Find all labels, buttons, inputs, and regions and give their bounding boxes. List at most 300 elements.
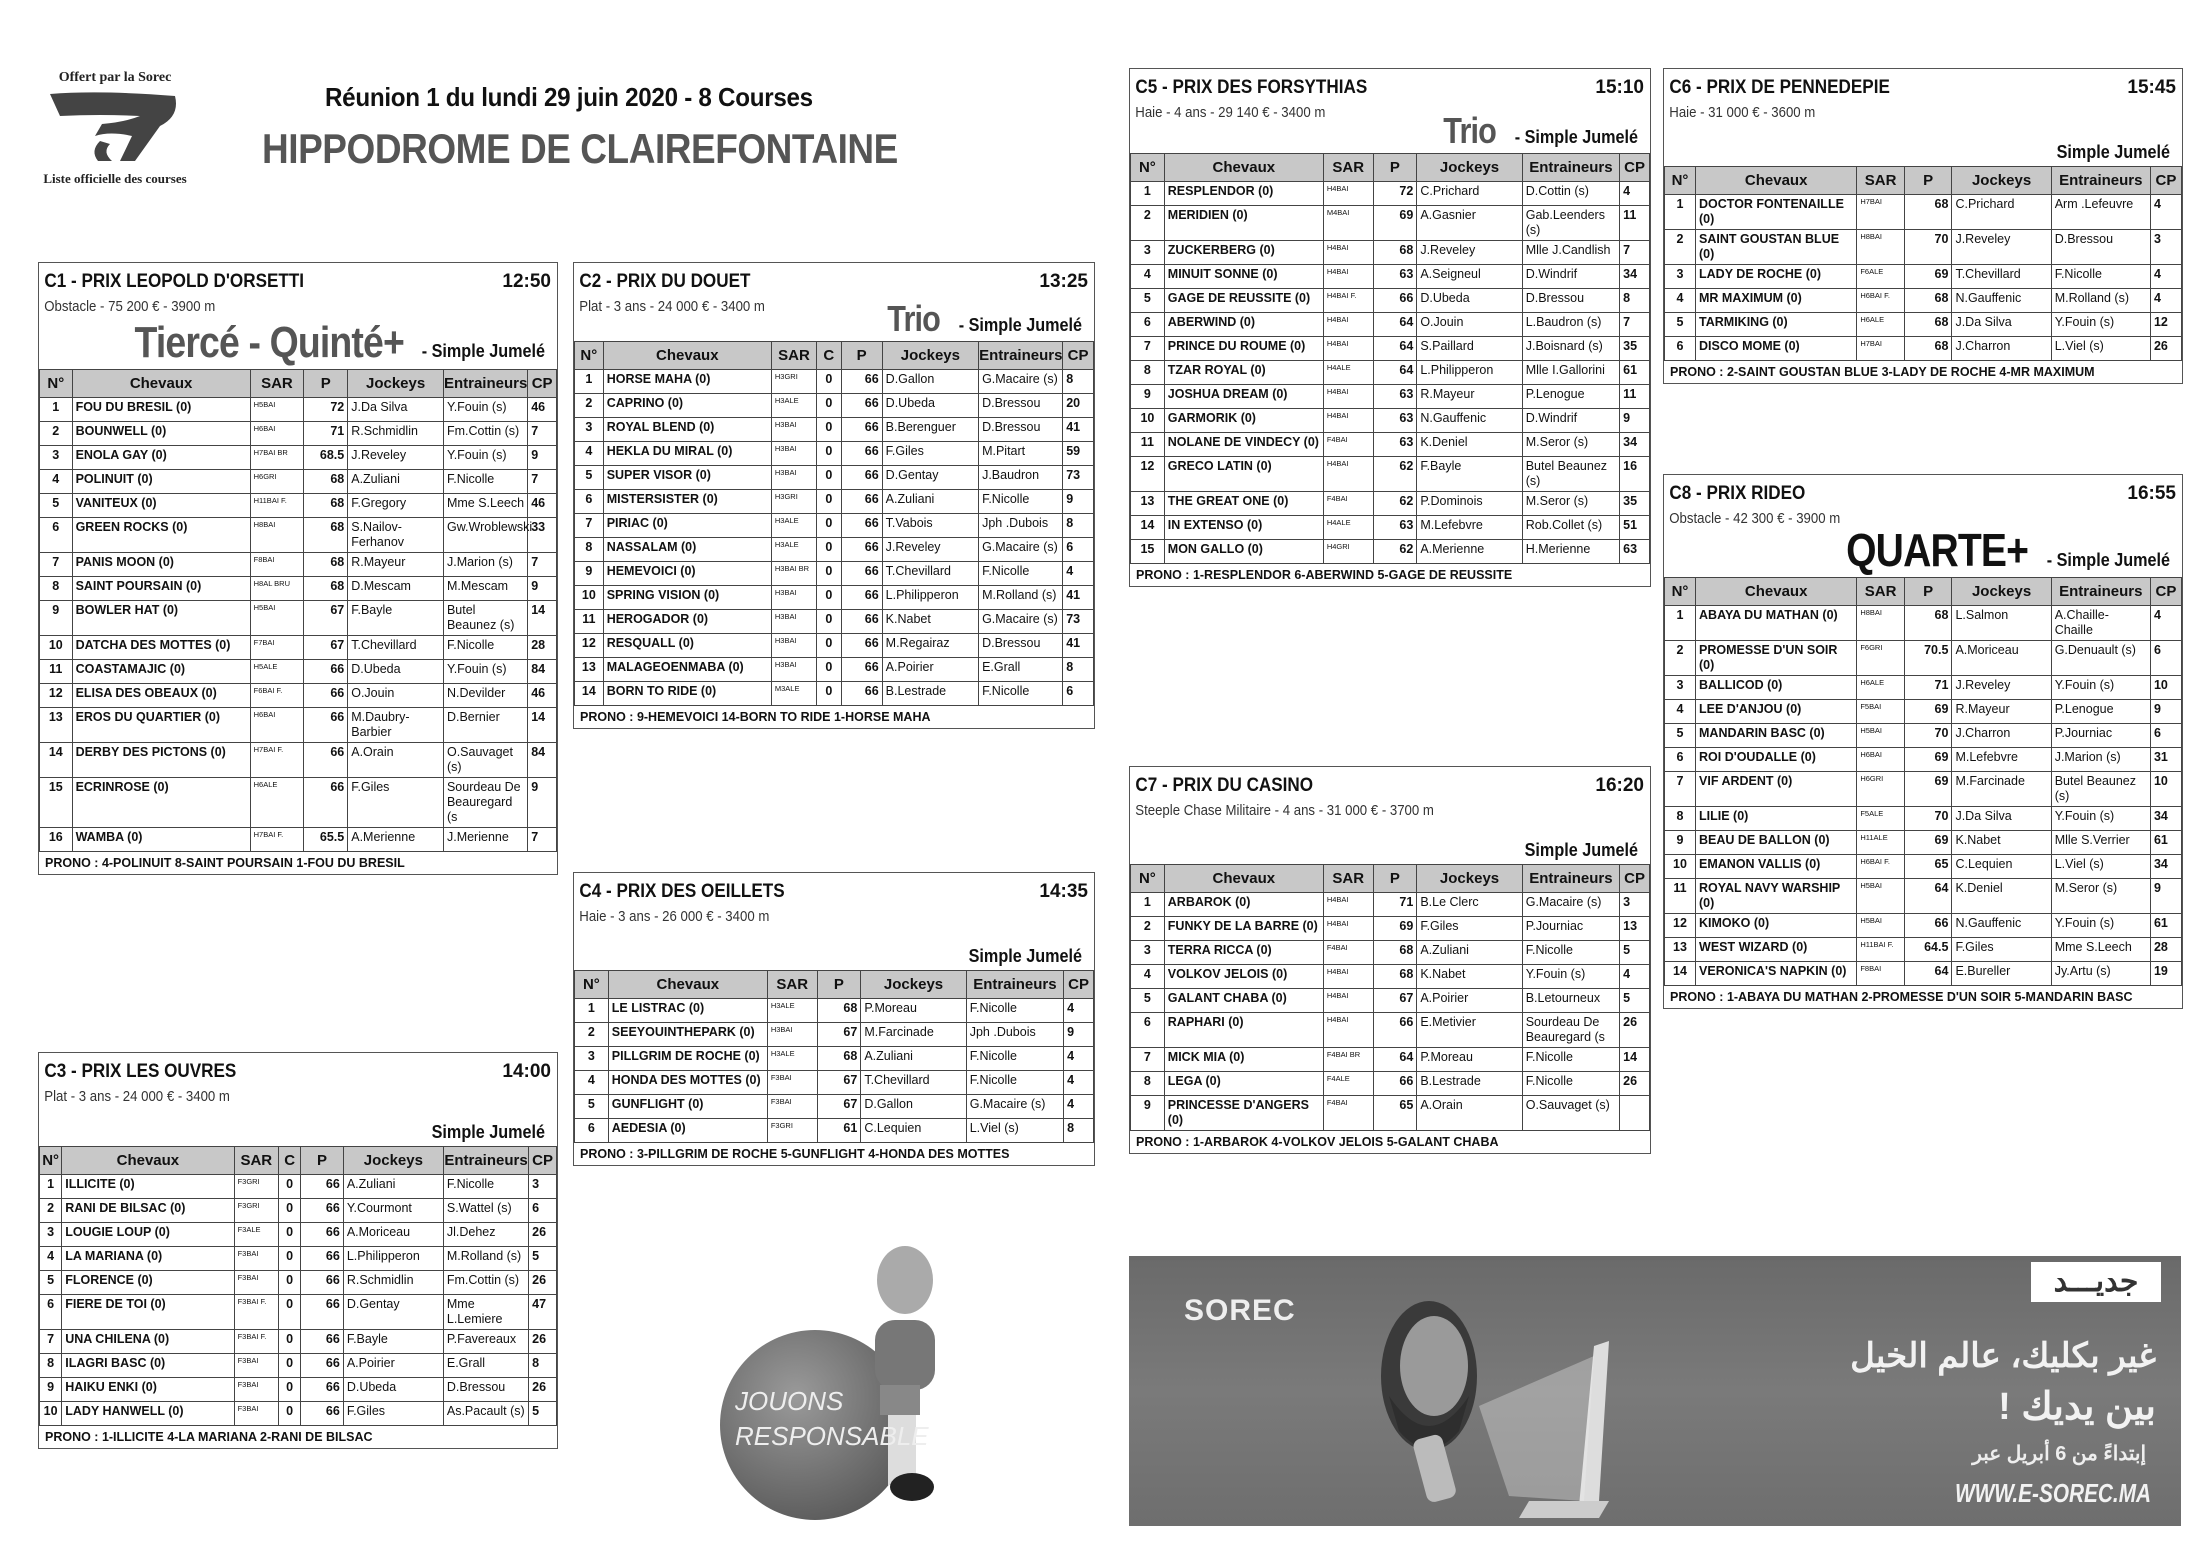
runner-p: 63 [1373,409,1417,433]
runner-horse: GREEN ROCKS (0) [72,518,250,553]
runner-p: 72 [1373,182,1417,206]
runner-jockey: A.Gasnier [1417,206,1522,241]
runner-cp: 14 [528,601,557,636]
column-header-p: P [304,370,348,398]
runner-trainer: J.Merienne [443,828,527,852]
runner-jockey: C.Lequien [1952,855,2051,879]
runner-trainer: Sourdeau De Beauregard (s [1522,1013,1619,1048]
runner-sar: H3BAI [771,610,816,634]
runner-row [40,422,557,446]
runner-row [1131,206,1650,241]
runner-jockey: J.Da Silva [1952,313,2051,337]
race-prono: PRONO : 2-SAINT GOUSTAN BLUE 3-LADY DE ROCHE 4-MR MAXIMUM [1670,365,2095,379]
runner-sar: H5BAI [1857,724,1905,748]
runner-row [40,1223,557,1247]
runner-num: 5 [1131,289,1165,313]
table-header-row [1665,578,2182,606]
column-header-sar: SAR [1323,865,1373,893]
runner-sar: H4BAI [1323,989,1373,1013]
runner-trainer: D.Windrif [1522,409,1619,433]
runner-cp: 10 [2150,676,2181,700]
runner-cp: 46 [528,684,557,708]
runner-p: 68 [1904,337,1952,361]
runner-p: 64 [1373,313,1417,337]
runner-num: 4 [575,442,604,466]
runner-p: 63 [1373,433,1417,457]
runner-cp: 26 [529,1271,557,1295]
runner-row [40,1330,557,1354]
runner-trainer: Fm.Cottin (s) [443,1271,528,1295]
runner-num: 5 [1665,313,1696,337]
runner-jockey: J.Charron [1952,724,2051,748]
runner-sar: H6GRI [1857,772,1905,807]
headline-line1: غير بكليك، عالم الخيل [1850,1337,2156,1375]
runner-horse: LEE D'ANJOU (0) [1696,700,1857,724]
runner-p: 66 [301,1247,344,1271]
runner-cp: 47 [529,1295,557,1330]
runner-jockey: D.Gentay [343,1295,443,1330]
runner-trainer: J.Baudron [979,466,1063,490]
runner-row [1131,917,1650,941]
runner-sar: H5BAI [1857,879,1905,914]
runner-horse: GRECO LATIN (0) [1164,457,1323,492]
runner-p: 71 [304,422,348,446]
runner-jockey: R.Mayeur [1417,385,1522,409]
runner-num: 1 [1131,893,1165,917]
runner-sar: H3GRI [771,490,816,514]
runner-row [40,1295,557,1330]
runner-num: 16 [40,828,73,852]
runner-horse: HEMEVOICI (0) [603,562,771,586]
runner-num: 14 [40,743,73,778]
runner-num: 5 [1131,989,1165,1013]
runner-num: 8 [1131,1072,1165,1096]
runner-num: 7 [1665,772,1696,807]
runner-p: 66 [841,610,882,634]
runner-sar: H4ALE [1323,516,1373,540]
runner-trainer: Mme L.Lemiere [443,1295,528,1330]
runner-jockey: F.Giles [1952,938,2051,962]
runner-p: 72 [304,398,348,422]
race-header [574,873,1094,970]
runner-horse: HONDA DES MOTTES (0) [608,1071,767,1095]
runner-cp: 5 [529,1247,557,1271]
runner-cp: 31 [2150,748,2181,772]
runner-num: 5 [1665,724,1696,748]
race-conditions: Haie - 4 ans - 29 140 € - 3400 m [1135,104,1326,121]
runner-row [1665,914,2182,938]
runner-trainer: L.Viel (s) [2051,337,2150,361]
runner-num: 3 [40,1223,62,1247]
runner-p: 67 [817,1071,861,1095]
runner-trainer: Rob.Collet (s) [1522,516,1619,540]
runner-sar: H3ALE [767,1047,817,1071]
runner-horse: LE LISTRAC (0) [608,999,767,1023]
runner-p: 66 [841,586,882,610]
runner-cp: 6 [1063,682,1094,706]
column-header-cp: CP [2150,167,2181,195]
runner-jockey: C.Lequien [861,1119,966,1143]
race-header [574,263,1094,341]
runner-sar: H4BAI [1323,241,1373,265]
runner-c: 0 [817,370,842,394]
runner-row [575,634,1094,658]
column-header-num: N° [1665,578,1696,606]
runner-p: 68 [1904,606,1952,641]
runner-p: 64 [1904,879,1952,914]
runner-c: 0 [279,1378,301,1402]
simple-jumele-bet: - Simple Jumelé [1514,127,1638,147]
runner-num: 1 [1665,606,1696,641]
runner-horse: DATCHA DES MOTTES (0) [72,636,250,660]
runner-p: 66 [301,1354,344,1378]
runner-row [575,538,1094,562]
runner-horse: HORSE MAHA (0) [603,370,771,394]
runner-num: 11 [1131,433,1165,457]
runner-num: 1 [40,1175,62,1199]
runner-num: 14 [1665,962,1696,986]
race-card-c6 [1663,68,2183,384]
column-header-horse: Chevaux [1164,865,1323,893]
runner-trainer: L.Viel (s) [966,1119,1063,1143]
runner-row [575,370,1094,394]
runner-jockey: A.Zuliani [348,470,444,494]
runner-sar: H5ALE [250,660,304,684]
runner-trainer: Y.Fouin (s) [443,446,527,470]
runner-jockey: L.Philipperon [1417,361,1522,385]
runner-jockey: F.Bayle [1417,457,1522,492]
runner-sar: H8AL BRU [250,577,304,601]
runner-num: 1 [1665,195,1696,230]
runner-trainer: Y.Fouin (s) [2051,676,2150,700]
runner-cp: 14 [1620,1048,1650,1072]
runner-sar: F7BAI [250,636,304,660]
runner-num: 7 [1131,337,1165,361]
runner-trainer: E.Grall [443,1354,528,1378]
runner-trainer: G.Macaire (s) [1522,893,1619,917]
runner-horse: THE GREAT ONE (0) [1164,492,1323,516]
column-header-p: P [1373,865,1417,893]
runner-jockey: M.Farcinade [1952,772,2051,807]
runner-sar: F6ALE [1857,265,1905,289]
runner-horse: ENOLA GAY (0) [72,446,250,470]
runner-num: 12 [575,634,604,658]
runner-trainer: F.Nicolle [443,636,527,660]
runner-trainer: M.Mescam [443,577,527,601]
column-header-cp: CP [1063,342,1094,370]
runner-p: 62 [1373,540,1417,564]
column-header-sar: SAR [1857,167,1905,195]
sorec-url-link[interactable]: WWW.E-SOREC.MA [1954,1478,2151,1508]
runner-trainer: F.Nicolle [1522,941,1619,965]
runner-num: 3 [575,1047,609,1071]
runner-trainer: M.Seror (s) [1522,433,1619,457]
runner-sar: H4BAI [1323,337,1373,361]
runner-num: 13 [575,658,604,682]
runner-jockey: J.Da Silva [1952,807,2051,831]
race-time: 16:20 [1595,775,1644,796]
runner-num: 6 [575,1119,609,1143]
runner-horse: PILLGRIM DE ROCHE (0) [608,1047,767,1071]
column-header-sar: SAR [771,342,816,370]
runner-p: 68 [304,470,348,494]
runner-trainer: Gab.Leenders (s) [1522,206,1619,241]
runner-row [1131,1096,1650,1131]
runner-cp: 9 [528,446,557,470]
runners-table [1130,153,1650,564]
runner-sar: H4BAI [1323,457,1373,492]
runner-row [1131,289,1650,313]
runner-cp: 9 [1064,1023,1094,1047]
runner-trainer: Y.Fouin (s) [2051,313,2150,337]
runner-p: 69 [1904,748,1952,772]
runner-trainer: O.Sauvaget (s) [443,743,527,778]
runner-row [40,828,557,852]
runner-horse: LOUGIE LOUP (0) [62,1223,234,1247]
runner-p: 66 [841,466,882,490]
runner-jockey: S.Paillard [1417,337,1522,361]
runner-trainer: D.Bressou [979,418,1063,442]
race-title: C7 - PRIX DU CASINO [1135,775,1314,796]
runner-sar: F3BAI [767,1095,817,1119]
column-header-trainer: Entraineurs [443,370,527,398]
runners-table [574,341,1094,706]
race-conditions: Plat - 3 ans - 24 000 € - 3400 m [579,298,765,315]
race-card-c4 [573,872,1095,1166]
runner-sar: H4BAI [1323,385,1373,409]
runner-trainer: Mme S.Leech [443,494,527,518]
runner-row [40,684,557,708]
runner-row [40,1247,557,1271]
runner-num: 11 [1665,879,1696,914]
main-bet-type: Trio [1443,110,1497,151]
runner-p: 68 [1373,241,1417,265]
runner-num: 5 [40,494,73,518]
bet-types [1664,524,2182,577]
runner-cp: 7 [1620,313,1650,337]
runner-row [1131,965,1650,989]
runner-jockey: A.Zuliani [1417,941,1522,965]
runner-jockey: M.Regairaz [882,634,978,658]
runner-row [1665,962,2182,986]
runner-num: 3 [40,446,73,470]
runner-row [1131,1013,1650,1048]
runner-jockey: B.Lestrade [1417,1072,1522,1096]
runner-trainer: J.Marion (s) [443,553,527,577]
runner-jockey: N.Gauffenic [1952,914,2051,938]
runner-cp: 3 [529,1175,557,1199]
runner-p: 66 [1904,914,1952,938]
runner-cp: 5 [1620,989,1650,1013]
column-header-horse: Chevaux [1696,578,1857,606]
runner-trainer: Mlle I.Gallorini [1522,361,1619,385]
runner-row [40,743,557,778]
runner-jockey: D.Gentay [882,466,978,490]
column-header-trainer: Entraineurs [979,342,1063,370]
race-header [39,263,557,369]
runner-sar: H3BAI [771,418,816,442]
runner-cp: 34 [1620,433,1650,457]
runner-jockey: O.Jouin [1417,313,1522,337]
runner-cp: 4 [1620,965,1650,989]
runner-horse: COASTAMAJIC (0) [72,660,250,684]
runner-p: 68 [817,1047,861,1071]
simple-jumele-bet: - Simple Jumelé [958,315,1082,335]
runner-jockey: N.Gauffenic [1417,409,1522,433]
race-header [1130,69,1650,153]
runner-trainer: F.Nicolle [979,682,1063,706]
runner-num: 7 [40,1330,62,1354]
runner-num: 13 [40,708,73,743]
race-title: C1 - PRIX LEOPOLD D'ORSETTI [44,271,305,292]
sorec-banner-ad[interactable] [1129,1256,2181,1526]
runner-p: 66 [301,1295,344,1330]
runners-table [39,1146,557,1426]
runner-cp: 20 [1063,394,1094,418]
runner-trainer: J.Marion (s) [2051,748,2150,772]
runner-cp: 46 [528,398,557,422]
runner-trainer: Y.Fouin (s) [443,398,527,422]
runner-trainer: F.Nicolle [966,1071,1063,1095]
runner-trainer: F.Nicolle [966,999,1063,1023]
runner-jockey: J.Reveley [348,446,444,470]
runner-c: 0 [279,1271,301,1295]
runner-jockey: E.Bureller [1952,962,2051,986]
runner-num: 6 [40,518,73,553]
runner-p: 69 [1904,700,1952,724]
runner-jockey: J.Reveley [882,538,978,562]
runner-trainer: M.Rolland (s) [2051,289,2150,313]
runner-p: 66 [841,658,882,682]
runner-horse: NASSALAM (0) [603,538,771,562]
runner-horse: MISTERSISTER (0) [603,490,771,514]
column-header-cp: CP [2150,578,2181,606]
runner-cp: 33 [528,518,557,553]
runner-jockey: K.Deniel [1417,433,1522,457]
runner-sar: H4BAI [1323,965,1373,989]
runner-horse: ROYAL NAVY WARSHIP (0) [1696,879,1857,914]
runner-sar: F4BAI [1323,492,1373,516]
runner-jockey: P.Moreau [1417,1048,1522,1072]
runner-num: 5 [40,1271,62,1295]
runner-sar: H4BAI [1323,265,1373,289]
runner-row [1665,855,2182,879]
runner-horse: DOCTOR FONTENAILLE (0) [1696,195,1857,230]
race-prono: PRONO : 9-HEMEVOICI 14-BORN TO RIDE 1-HORSE MAHA [580,710,931,724]
runner-num: 2 [1665,230,1696,265]
runners-table [39,369,557,852]
runner-horse: PROMESSE D'UN SOIR (0) [1696,641,1857,676]
runner-p: 68.5 [304,446,348,470]
runner-sar: H6ALE [250,778,304,828]
race-title: C6 - PRIX DE PENNEDEPIE [1669,77,1890,98]
runner-num: 14 [575,682,604,706]
runner-num: 2 [40,1199,62,1223]
race-header [1664,69,2182,166]
runner-num: 6 [1665,748,1696,772]
runner-trainer: J.Boisnard (s) [1522,337,1619,361]
runner-num: 11 [40,660,73,684]
runner-horse: VANITEUX (0) [72,494,250,518]
runner-cp: 73 [1063,610,1094,634]
runner-trainer: L.Viel (s) [2051,855,2150,879]
runner-jockey: J.Reveley [1952,230,2051,265]
runner-horse: RESQUALL (0) [603,634,771,658]
runner-horse: LA MARIANA (0) [62,1247,234,1271]
runner-trainer: F.Nicolle [443,1175,528,1199]
runner-sar: H11BAI F. [1857,938,1905,962]
runner-cp: 9 [1063,490,1094,514]
runner-num: 4 [40,470,73,494]
column-header-sar: SAR [767,971,817,999]
runner-p: 69 [1373,206,1417,241]
main-bet-type: QUARTE+ [1846,524,2029,576]
runner-p: 66 [304,778,348,828]
main-bet-type: Tiercé - Quinté+ [134,318,404,367]
runner-jockey: D.Ubeda [343,1378,443,1402]
runner-horse: TERRA RICCA (0) [1164,941,1323,965]
column-header-sar: SAR [1857,578,1905,606]
runner-cp: 4 [2150,606,2181,641]
runner-trainer: G.Denuault (s) [2051,641,2150,676]
runner-sar: M3ALE [771,682,816,706]
runner-cp: 6 [2150,724,2181,748]
runner-row [1131,182,1650,206]
runner-cp: 4 [1064,999,1094,1023]
runner-p: 68 [304,494,348,518]
runner-sar: F6BAI F. [250,684,304,708]
runner-trainer: A.Chaille-Chaille [2051,606,2150,641]
runner-p: 66 [841,418,882,442]
column-header-num: N° [40,370,73,398]
runner-row [40,660,557,684]
column-header-cp: CP [1620,865,1650,893]
race-title: C8 - PRIX RIDEO [1669,483,1806,504]
runner-horse: ROI D'OUDALLE (0) [1696,748,1857,772]
column-header-p: P [1904,578,1952,606]
runner-trainer: M.Seror (s) [1522,492,1619,516]
runner-cp: 8 [1620,289,1650,313]
runner-row [1131,1072,1650,1096]
runner-num: 13 [1665,938,1696,962]
runner-sar: F4BAI [1323,1096,1373,1131]
runner-row [575,418,1094,442]
runner-p: 69 [1373,917,1417,941]
runner-jockey: A.Seigneul [1417,265,1522,289]
runner-trainer: Y.Fouin (s) [1522,965,1619,989]
runner-jockey: F.Bayle [343,1330,443,1354]
runner-jockey: D.Gallon [861,1095,966,1119]
runners-table [574,970,1094,1143]
runner-horse: ROYAL BLEND (0) [603,418,771,442]
runner-sar: H6GRI [250,470,304,494]
race-title: C2 - PRIX DU DOUET [579,271,751,292]
runner-row [1131,1048,1650,1072]
runner-sar: H6BAI [250,708,304,743]
runner-sar: F5BAI [1857,700,1905,724]
responsible-gaming-illustration-icon [680,1235,970,1530]
runner-p: 66 [841,370,882,394]
runner-jockey: T.Chevillard [1952,265,2051,289]
runner-trainer: G.Macaire (s) [979,610,1063,634]
runner-num: 4 [1665,700,1696,724]
runner-trainer: M.Pitart [979,442,1063,466]
race-time: 14:00 [502,1061,551,1082]
runner-cp: 3 [1620,893,1650,917]
runner-horse: ELISA DES OBEAUX (0) [72,684,250,708]
runner-p: 64 [1373,361,1417,385]
runner-row [1131,516,1650,540]
